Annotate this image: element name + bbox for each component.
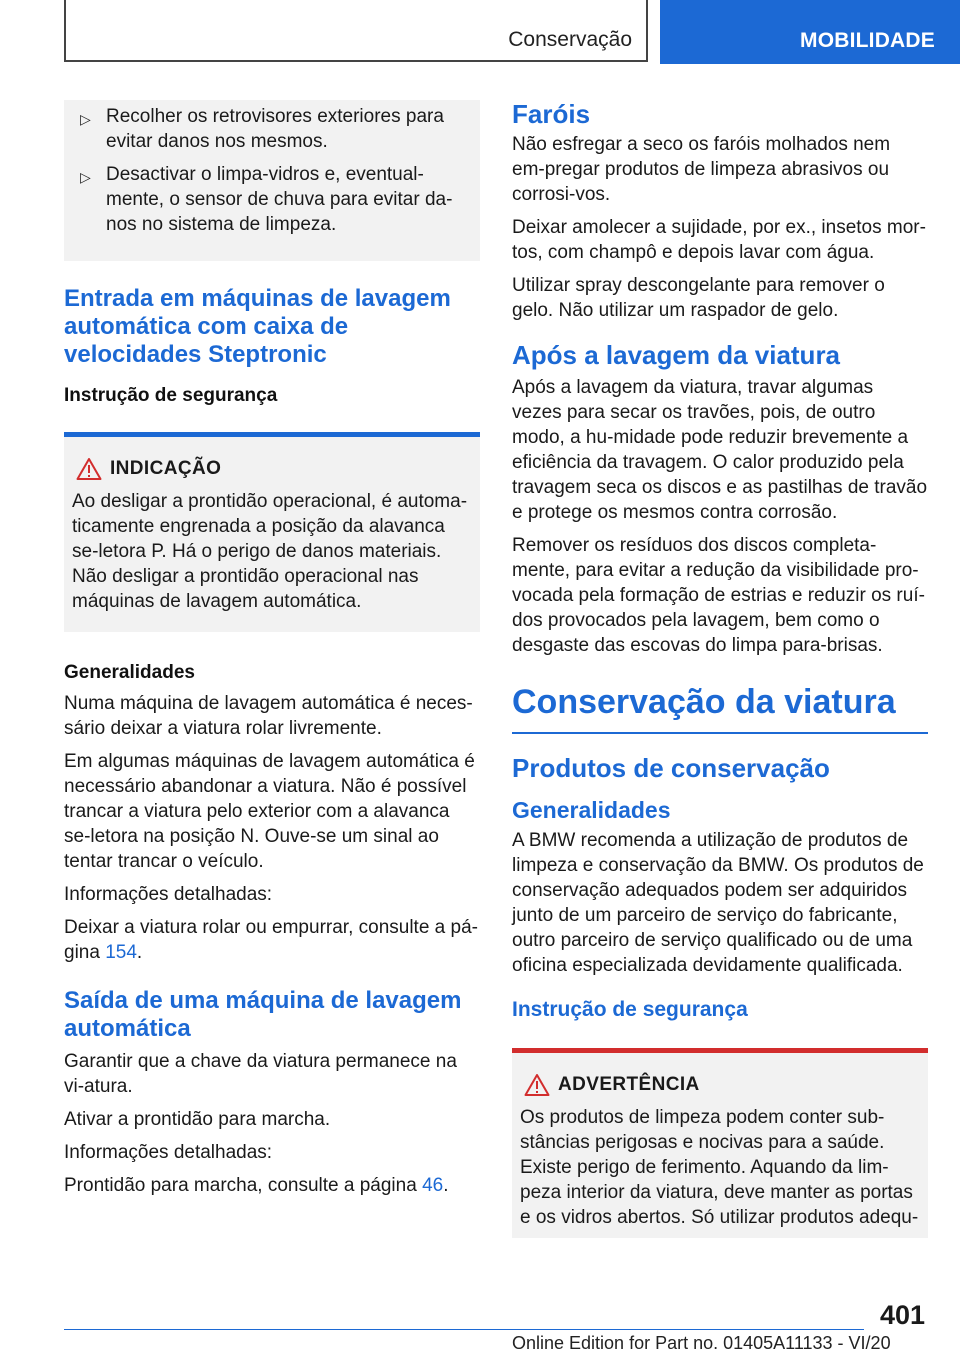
warning-box: [512, 1048, 928, 1238]
notice-text: Ao desligar a prontidão operacional, é automa-ticamente engrenada a posição da alavanca se-letora P. Há o perigo de danos materiais. Não desligar a prontidão operacional nas máquinas de lavagem automática.: [72, 491, 468, 612]
paragraph: Deixar amolecer a sujidade, por ex., insetos mor-tos, com champô e depois lavar com água.: [512, 217, 926, 263]
paragraph: Utilizar spray descongelante para remover o gelo. Não utilizar um raspador de gelo.: [512, 275, 885, 321]
notice-header: [72, 457, 472, 485]
paragraph: Informações detalhadas:: [64, 1142, 273, 1163]
warning-triangle-icon: [524, 1073, 550, 1097]
list-item: [72, 162, 472, 237]
paragraph: Garantir que a chave da viatura permanece na vi-atura.: [64, 1051, 457, 1097]
list-item-text: Recolher os retrovisores exteriores para evitar danos nos mesmos.: [106, 106, 444, 152]
safety-instruction-heading: Instrução de segurança: [512, 998, 748, 1021]
notice-title: INDICAÇÃO: [110, 458, 222, 479]
left-column: [64, 100, 480, 1206]
general-heading: Generalidades: [64, 662, 195, 683]
footer-divider: [64, 1329, 864, 1330]
paragraph: Ativar a prontidão para marcha.: [64, 1109, 331, 1130]
list-item-text: Desactivar o limpa-vidros e, eventual-mente, o sensor de chuva para evitar da-nos no sistema de limpeza.: [106, 164, 453, 235]
cross-reference: Prontidão para marcha, consulte a página 46.: [64, 1175, 449, 1196]
paragraph: Após a lavagem da viatura, travar algumas vezes para secar os travões, pois, de outro modo, a hu-midade pode reduzir brevemente a eficiência da travagem. O calor produzido pela travagem seca os discos e as pastilhas de travão e protege os mesmos contra corrosão.: [512, 377, 928, 523]
reference-text: Prontidão para marcha, consulte a página: [64, 1175, 423, 1196]
header-section-title: Conservação: [508, 28, 632, 51]
notice-box: [64, 432, 480, 632]
page-link-46[interactable]: 46: [422, 1175, 444, 1196]
paragraph: Remover os resíduos dos discos completa-mente, para evitar a redução da visibilidade pro-vocada pela formação de estrias e reduzir os ruí-dos provocados pela lavagem, bem como o desgaste das escovas do limpa para-brisas.: [512, 535, 925, 656]
section-heading-car-wash-entry: Entrada em máquinas de lavagem automática com caixa de velocidades Steptronic: [64, 285, 451, 368]
triangle-right-icon: ▷: [80, 111, 91, 127]
header-section-box: [64, 0, 648, 62]
footer-edition: Online Edition for Part no. 01405A11133 - VI/20: [512, 1333, 891, 1353]
section-heading-care-products: Produtos de conservação: [512, 753, 830, 783]
notice-header: [520, 1073, 920, 1101]
section-heading-after-wash: Após a lavagem da viatura: [512, 340, 841, 370]
notice-title: ADVERTÊNCIA: [558, 1074, 700, 1095]
triangle-right-icon: ▷: [80, 169, 91, 185]
page-header: [0, 0, 960, 64]
bullet-list: [64, 100, 480, 261]
section-heading-car-wash-exit: Saída de uma máquina de lavagem automática: [64, 987, 462, 1042]
chapter-title: Conservação da viatura: [512, 682, 928, 734]
header-chapter-tab[interactable]: MOBILIDADE: [660, 0, 960, 64]
paragraph: Não esfregar a seco os faróis molhados nem em-pregar produtos de limpeza abrasivos ou corrosi-vos.: [512, 134, 891, 205]
safety-instruction-heading: Instrução de segurança: [64, 385, 278, 406]
paragraph: Numa máquina de lavagem automática é neces-sário deixar a viatura rolar livremente.: [64, 693, 473, 739]
warning-triangle-icon: [76, 457, 102, 481]
right-column: [512, 100, 928, 1260]
page-link-154[interactable]: 154: [105, 942, 137, 963]
reference-text: Deixar a viatura rolar ou empurrar, consulte a pá-gina: [64, 917, 478, 963]
paragraph: Informações detalhadas:: [64, 884, 273, 905]
list-item: [72, 104, 472, 154]
section-heading-headlights: Faróis: [512, 99, 591, 129]
paragraph: Em algumas máquinas de lavagem automática é necessário abandonar a viatura. Não é possível trancar a viatura pelo exterior com a alavanca se-letora na posição N. Ouve-se um sinal ao tentar trancar o veículo.: [64, 751, 475, 872]
paragraph: A BMW recomenda a utilização de produtos de limpeza e conservação da BMW. Os produtos de conservação adequados podem ser adquiridos junto de um parceiro de serviço do fabricante, outro parceiro de serviço qualificado ou de uma oficina especializada devidamente qualificada.: [512, 830, 924, 976]
notice-text: Os produtos de limpeza podem conter sub-stâncias perigosas e nocivas para a saúde. Existe perigo de ferimento. Aquando da lim-peza interior da viatura, deve manter as portas e os vidros abertos. Só utilizar produtos adequ-: [520, 1107, 919, 1228]
general-heading: Generalidades: [512, 797, 671, 823]
cross-reference: Deixar a viatura rolar ou empurrar, consulte a pá-gina 154.: [64, 917, 478, 963]
page-number: 401: [880, 1300, 926, 1330]
